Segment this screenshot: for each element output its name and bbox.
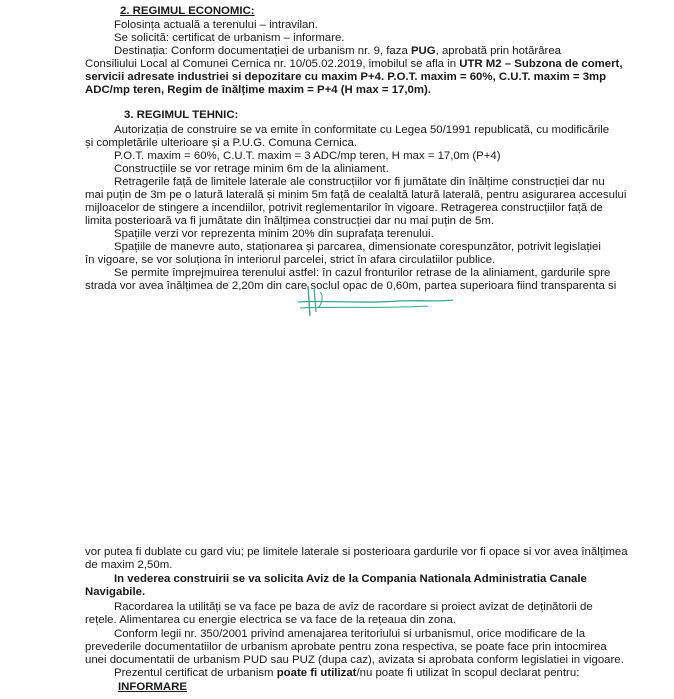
- page-2-line-9: unei documentatii de urbanism PUD sau PUZ (dupa caz), avizata si aprobata conform legislatiei in vigoare.: [85, 654, 624, 666]
- page-2-line-5: Racordarea la utilități se va face pe baza de aviz de racordare si proiect avizat de deținătorii de: [114, 601, 593, 613]
- section-3-title: REGIMUL TEHNIC:: [136, 109, 239, 121]
- section-2-line-3: Destinația: Conform documentației de urbanism nr. 9, faza PUG, aprobată prin hotărârea: [114, 45, 562, 57]
- section-3-heading: [124, 109, 238, 122]
- section-2-heading: [120, 5, 255, 18]
- section-2-line-5: servicii adresate industriei si depozitare cu maxim P+4. P.O.T. maxim = 60%, C.U.T. maxim = 3mp: [85, 71, 607, 83]
- section-2-title: REGIMUL ECONOMIC:: [132, 5, 255, 17]
- section-3-line-4: Construcțiile se vor retrage minim 6m de la aliniament.: [114, 163, 389, 175]
- page-2-line-4: Navigabile.: [85, 586, 146, 598]
- page-2-line-8: prevederile documentatiilor de urbanism aprobate pentru zona respectiva, se poate face prin intocmirea: [85, 641, 607, 653]
- section-3-line-12: Se permite împrejmuirea terenului astfel: în cazul fronturilor retrase de la aliniament, gardurile spre: [114, 267, 611, 279]
- section-3-line-8: limita posterioară va fi jumătate din înălțimea construcției dar nu mai puțin de 5m.: [85, 215, 494, 227]
- section-3-line-3: P.O.T. maxim = 60%, C.U.T. maxim = 3 ADC/mp teren, H max = 17,0m (P+4): [114, 150, 501, 162]
- section-3-line-9: Spațiile verzi vor reprezenta minim 20% din suprafața terenului.: [114, 228, 434, 240]
- page-2-line-6: rețele. Alimentarea cu energie electrica se va face de la rețeaua din zona.: [85, 614, 457, 626]
- section-3-line-2: și completările ulterioare și a P.U.G. Comuna Cernica.: [85, 137, 358, 149]
- section-3-number: 3.: [124, 109, 134, 121]
- signature-mark: [288, 282, 458, 318]
- page-2-line-3: In vederea construirii se va solicita Aviz de la Compania Nationala Administratia Canale: [114, 573, 587, 585]
- section-3-line-11: în vigoare, se vor soluționa în interiorul parcelei, strict în afara circulatiilor publice.: [85, 254, 496, 266]
- section-3-line-5: Retragerile față de limitele laterale ale construcțiilor vor fi jumătate din înălțime construcției dar nu: [114, 176, 605, 188]
- page-2-line-2: de maxim 2,50m.: [85, 559, 173, 571]
- section-3-line-7: mijloacelor de stingere a incendiilor, potrivit reglementarilor în vigoare. Retragerea construcțiilor față de: [85, 202, 603, 214]
- section-2-line-4: Consiliului Local al Comunei Cernica nr. 10/05.02.2019, imobilul se afla in UTR M2 – Subzona de comert,: [85, 58, 623, 70]
- section-3-line-10: Spațiile de manevre auto, staționarea și parcarea, dimensionate corespunzător, potrivit legislației: [114, 241, 601, 253]
- section-3-line-6: mai puțin de 3m pe o latură laterală și minim 5m față de cealaltă latură laterală, pentru asigurarea accesului: [85, 189, 627, 201]
- section-2-line-1: Folosința actuală a terenului – intravilan.: [114, 19, 318, 31]
- section-3-line-13: strada vor avea înălțimea de 2,20m din care soclul opac de 0,60m, partea superioara fiind transparenta si: [85, 280, 617, 292]
- page-2-line-1: vor putea fi dublate cu gard viu; pe limitele laterale si posterioara gardurile vor fi opace si vor avea înălțimea: [85, 546, 628, 558]
- page-2-line-7: Conform legii nr. 350/2001 privind amenajarea teritoriului si urbanismul, orice modificare de la: [114, 628, 586, 640]
- section-2-line-2: Se solicită: certificat de urbanism – informare.: [114, 32, 345, 44]
- section-3-line-1: Autorizația de construire se va emite în conformitate cu Legea 50/1991 republicată, cu modificările: [114, 124, 610, 136]
- page-2-informare: INFORMARE: [118, 681, 187, 693]
- page-2-line-10: Prezentul certificat de urbanism poate fi utilizat/nu poate fi utilizat în scopul declarat pentru:: [114, 667, 580, 679]
- section-2-number: 2.: [120, 5, 130, 17]
- section-2-line-6: ADC/mp teren, Regim de înălțime maxim = P+4 (H max = 17,0m).: [85, 84, 431, 96]
